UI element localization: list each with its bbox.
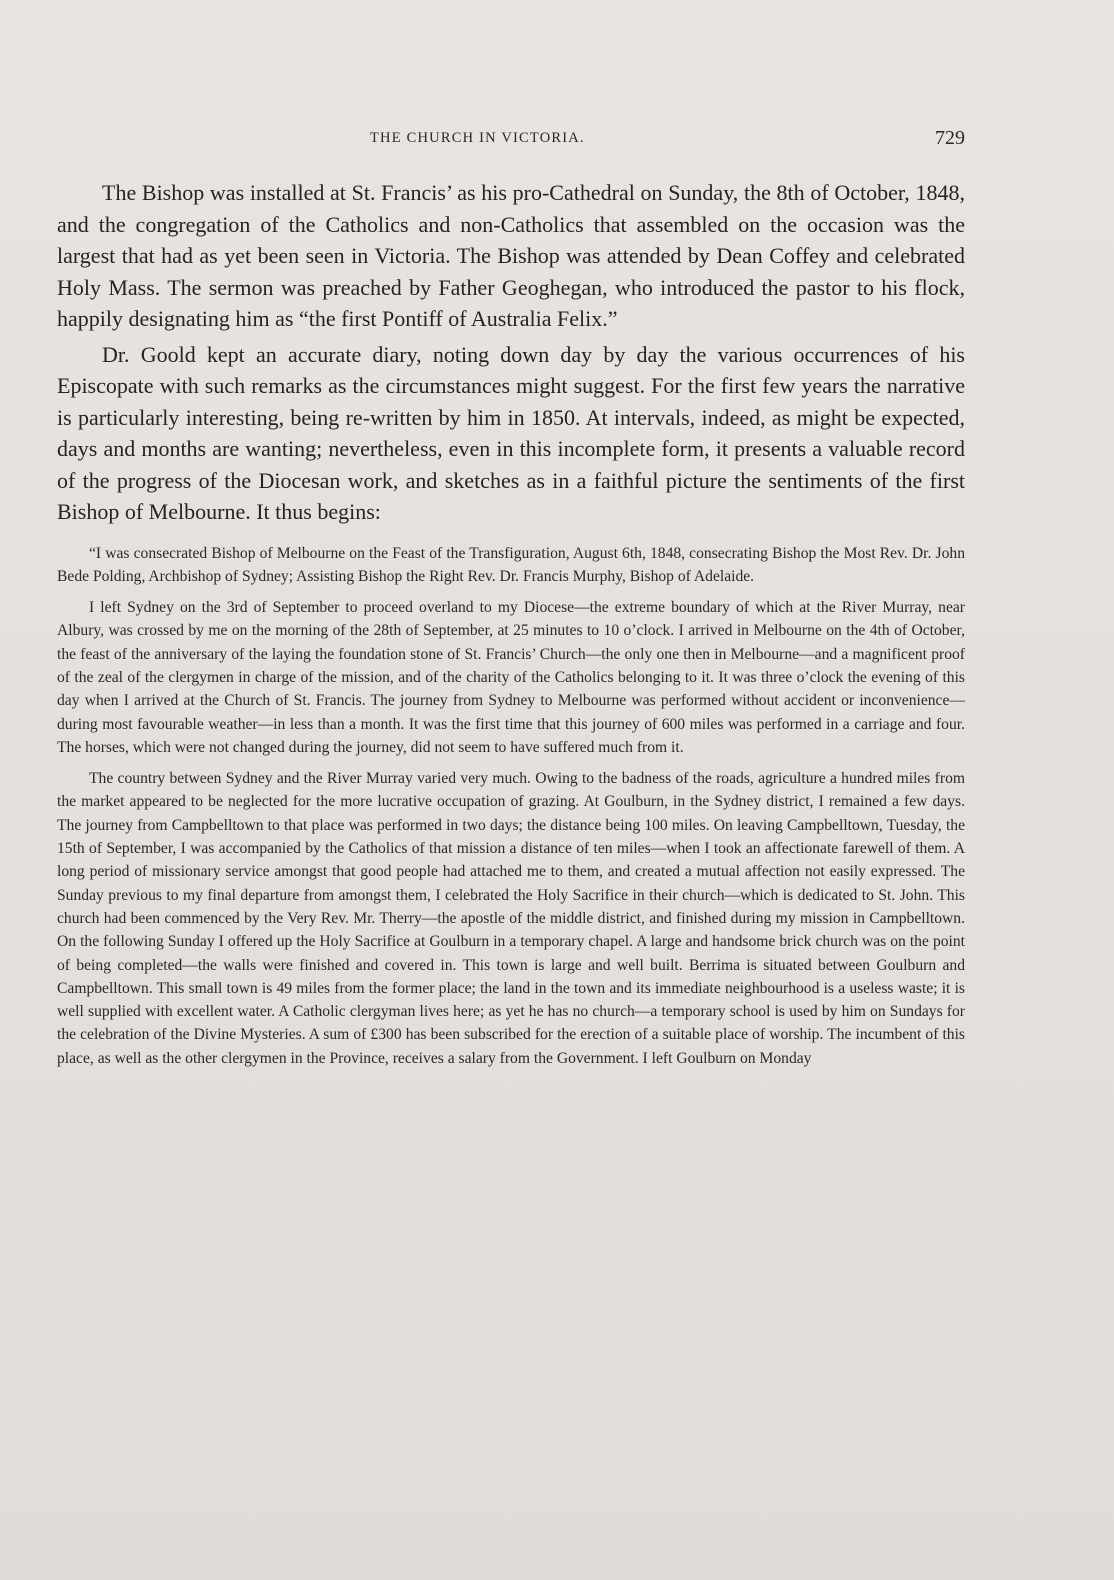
quote-paragraph: The country between Sydney and the River Murray varied very much. Owing to the badness of the roads, agriculture a hundred miles from the market appeared to be neglected for the more lucrative occupation of grazing. At Goulburn, in the Sydney district, I remained a few days. The journey from Campbelltown to that place was performed in two days; the distance being 100 miles. On leaving Campbelltown, Tuesday, the 15th of September, I was accompanied by the Catholics of that mission a distance of ten miles—when I took an affectionate farewell of them. A long period of missionary service amongst that good people had attached me to them, and created a mutual affection not easily expressed. The Sunday previous to my final departure from amongst them, I celebrated the Holy Sacrifice in their church—which is dedicated to St. John. This church had been commenced by the Very Rev. Mr. Therry—the apostle of the middle district, and finished during my mission in Campbelltown. On the following Sunday I offered up the Holy Sacrifice at Goulburn in a temporary chapel. A large and handsome brick church was on the point of being completed—the walls were finished and covered in. This town is large and well built. Berrima is situated between Goulburn and Campbelltown. This small town is 49 miles from the former place; the land in the town and its immediate neighbourhood is a useless waste; it is well supplied with excellent water. A Catholic clergyman lives here; as yet he has no church—a temporary school is used by him on Sundays for the celebration of the Divine Mysteries. A sum of £300 has been subscribed for the erection of a suitable place of worship. The incumbent of this place, as well as the other clergymen in the Province, receives a salary from the Government. I left Goulburn on Monday <box>57 770 965 1067</box>
page-number: 729 <box>935 127 965 149</box>
running-head: THE CHURCH IN VICTORIA. <box>370 130 585 146</box>
quote-paragraph: “I was consecrated Bishop of Melbourne on the Feast of the Transfiguration, August 6th, 1848, consecrating Bishop the Most Rev. Dr. John Bede Polding, Archbishop of Sydney; Assisting Bishop the Right Rev. Dr. Francis Murphy, Bishop of Adelaide. <box>57 544 965 585</box>
page-body <box>57 177 965 1078</box>
quote-paragraph: I left Sydney on the 3rd of September to proceed overland to my Diocese—the extreme boundary of which at the River Murray, near Albury, was crossed by me on the morning of the 28th of September, at 25 minutes to 10 o’clock. I arrived in Melbourne on the 4th of October, the feast of the anniversary of the laying the foundation stone of St. Francis’ Church—the only one then in Melbourne—and a magnificent proof of the zeal of the clergymen in charge of the mission, and of the charity of the Catholics belonging to it. It was three o’clock the evening of this day when I arrived at the Church of St. Francis. The journey from Sydney to Melbourne was performed without accident or inconvenience—during most favourable weather—in less than a month. It was the first time that this journey of 600 miles was performed in a carriage and four. The horses, which were not changed during the journey, did not seem to have suffered much from it. <box>57 599 965 756</box>
diary-quote <box>57 542 965 1071</box>
body-paragraph: Dr. Goold kept an accurate diary, noting down day by day the various occurrences of his Episcopate with such remarks as the circumstances might suggest. For the first few years the narrative is particularly interesting, being re-written by him in 1850. At intervals, indeed, as might be expected, days and months are wanting; nevertheless, even in this incomplete form, it presents a valuable record of the progress of the Diocesan work, and sketches as in a faithful picture the sentiments of the first Bishop of Melbourne. It thus begins: <box>57 341 965 524</box>
body-paragraph: The Bishop was installed at St. Francis’ as his pro-Cathedral on Sunday, the 8th of October, 1848, and the congregation of the Catholics and non-Catholics that assembled on the occasion was the largest that had as yet been seen in Victoria. The Bishop was attended by Dean Coffey and celebrated Holy Mass. The sermon was preached by Father Geoghegan, who introduced the pastor to his flock, happily designating him as “the first Pontiff of Australia Felix.” <box>57 180 965 331</box>
